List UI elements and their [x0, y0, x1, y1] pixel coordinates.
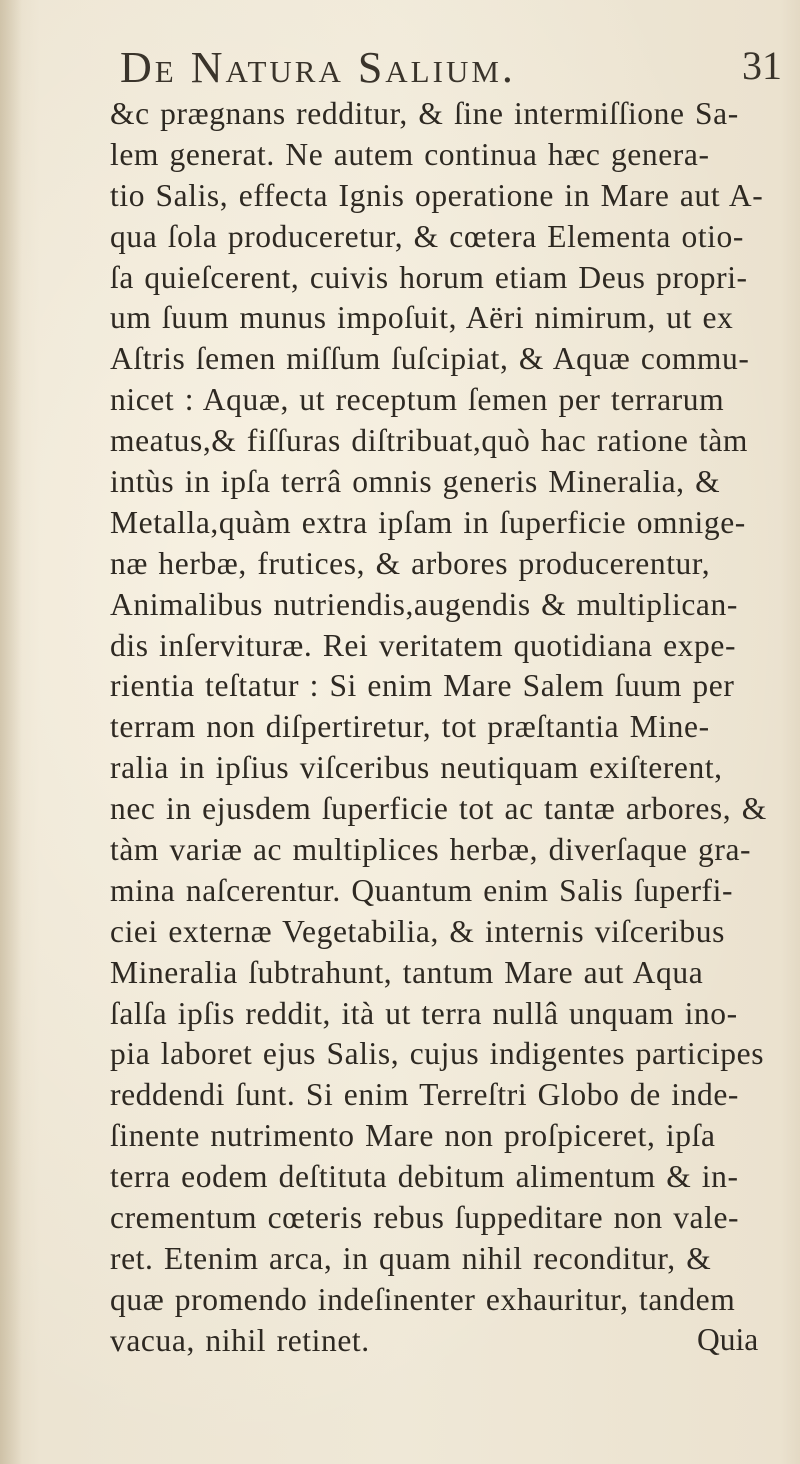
- text-line: ret. Etenim arca, in quam nihil reconditur, &: [110, 1240, 712, 1276]
- text-line: tio Salis, effecta Ignis operatione in Mare aut A-: [110, 177, 764, 213]
- catchword: Quia: [697, 1322, 759, 1357]
- text-line: Animalibus nutriendis,augendis & multiplican-: [110, 586, 738, 622]
- page-edge-stain: [0, 0, 22, 1464]
- page-header: [110, 42, 782, 102]
- text-line: quæ promendo indeſinenter exhauritur, tandem: [110, 1281, 736, 1317]
- page-number: 31: [742, 43, 782, 88]
- text-line: Aſtris ſemen miſſum ſuſcipiat, & Aquæ commu-: [110, 341, 750, 377]
- text-line: ſinente nutrimento Mare non proſpiceret, ipſa: [110, 1118, 716, 1154]
- text-line: Mineralia ſubtrahunt, tantum Mare aut Aqua: [110, 954, 704, 990]
- text-line: ciei externæ Vegetabilia, & internis viſceribus: [110, 913, 725, 949]
- text-line: meatus,& fiſſuras diſtribuat,quò hac ratione tàm: [110, 423, 749, 459]
- running-title: De Natura Salium.: [120, 43, 516, 92]
- body-text: [110, 94, 790, 1362]
- text-line: ſa quieſcerent, cuivis horum etiam Deus propri-: [110, 259, 748, 295]
- text-line: vacua, nihil retinet.: [110, 1322, 370, 1358]
- text-line: um ſuum munus impoſuit, Aëri nimirum, ut ex: [110, 300, 734, 336]
- text-line: intùs in ipſa terrâ omnis generis Mineralia, &: [110, 464, 721, 500]
- text-line: ſalſa ipſis reddit, ità ut terra nullâ unquam ino-: [110, 995, 738, 1031]
- text-line: &c prægnans redditur, & ſine intermiſſione Sa-: [110, 96, 739, 131]
- text-line: nicet : Aquæ, ut receptum ſemen per terrarum: [110, 382, 725, 418]
- text-line: dis inſervituræ. Rei veritatem quotidiana expe-: [110, 627, 737, 663]
- text-line: næ herbæ, frutices, & arbores producerentur,: [110, 545, 711, 581]
- text-line: tàm variæ ac multiplices herbæ, diverſaque gra-: [110, 832, 752, 868]
- text-line: reddendi ſunt. Si enim Terreſtri Globo de inde-: [110, 1077, 740, 1113]
- text-line: nec in ejusdem ſuperficie tot ac tantæ arbores, &: [110, 791, 767, 827]
- text-line: lem generat. Ne autem continua hæc genera-: [110, 136, 710, 172]
- text-line: Metalla,quàm extra ipſam in ſuperficie omnige-: [110, 504, 746, 540]
- text-line: pia laboret ejus Salis, cujus indigentes participes: [110, 1036, 765, 1072]
- text-line: ralia in ipſius viſceribus neutiquam exiſterent,: [110, 750, 723, 786]
- text-line: terram non diſpertiretur, tot præſtantia Mine-: [110, 709, 710, 745]
- text-line: qua ſola produceretur, & cœtera Elementa otio-: [110, 218, 744, 254]
- text-line: crementum cœteris rebus ſuppeditare non vale-: [110, 1200, 740, 1236]
- text-line: rientia teſtatur : Si enim Mare Salem ſuum per: [110, 668, 735, 704]
- text-line: terra eodem deſtituta debitum alimentum & in-: [110, 1159, 739, 1195]
- text-line: mina naſcerentur. Quantum enim Salis ſuperfi-: [110, 872, 734, 908]
